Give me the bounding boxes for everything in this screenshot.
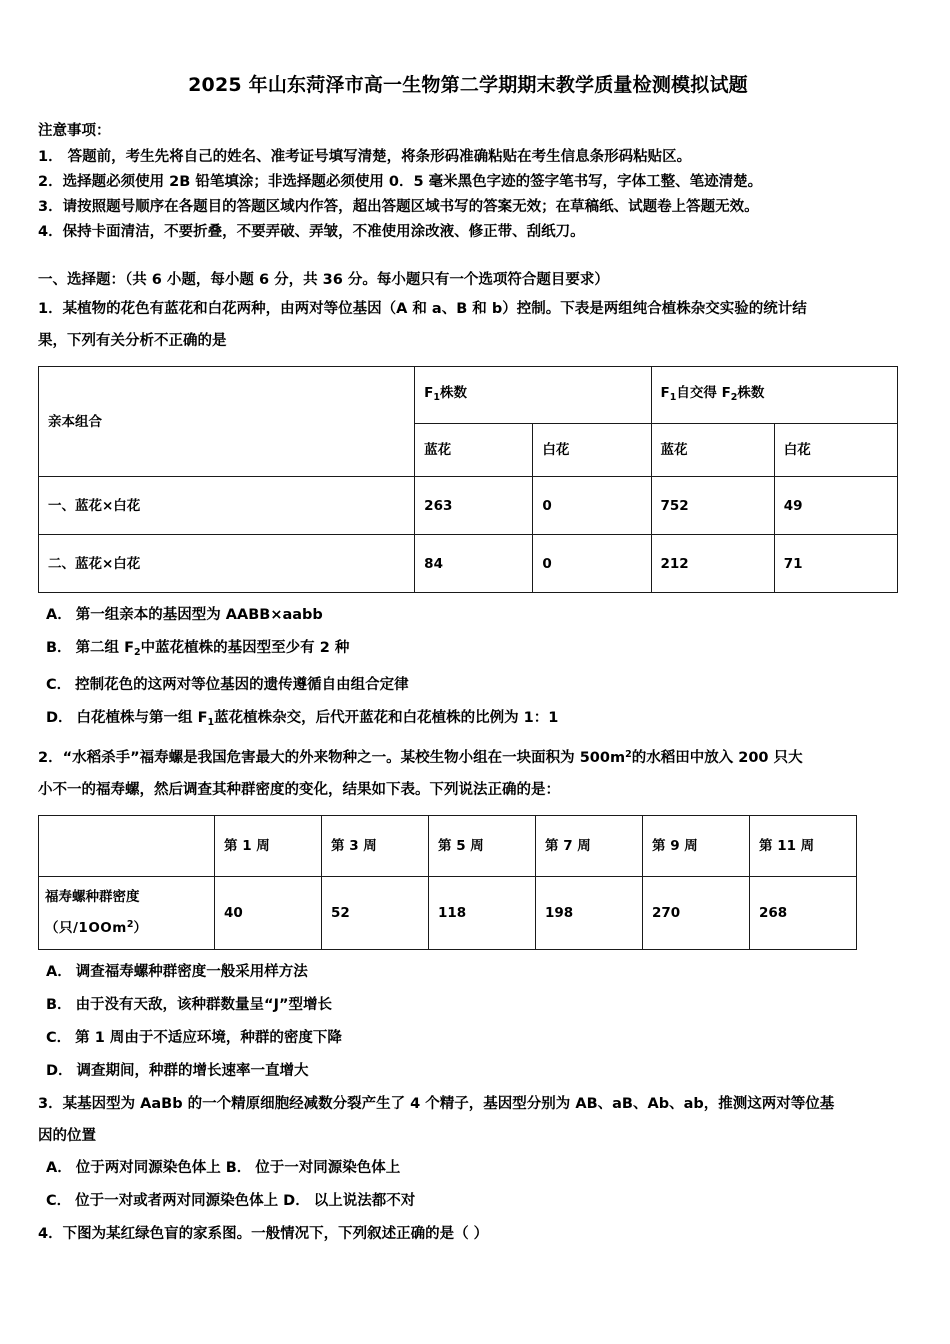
table-row bbox=[39, 877, 857, 950]
table-row bbox=[39, 816, 857, 877]
table-subheader-f2-blue: 蓝花 bbox=[651, 424, 774, 477]
table-cell-group1-f2-white: 49 bbox=[774, 477, 897, 535]
table-cell-group2-f2-blue: 212 bbox=[651, 535, 774, 593]
question-1-option-a[interactable]: A． 第一组亲本的基因型为 AABB×aabb bbox=[46, 607, 323, 623]
table-cell-group2-f2-white: 71 bbox=[774, 535, 897, 593]
question-2-option-c[interactable]: C． 第 1 周由于不适应环境，种群的密度下降 bbox=[46, 1030, 342, 1046]
table-row bbox=[39, 477, 898, 535]
question-3-stem-line2: 因的位置 bbox=[38, 1128, 96, 1144]
notice-item-1: 1． 答题前，考生先将自己的姓名、准考证号填写清楚，将条形码准确粘贴在考生信息条形码粘贴区。 bbox=[38, 149, 692, 165]
question-2-option-a[interactable]: A． 调查福寿螺种群密度一般采用样方法 bbox=[46, 964, 308, 980]
table-cell-group2-f1-blue: 84 bbox=[415, 535, 533, 593]
question-3-stem: 3．某基因型为 AaBb 的一个精原细胞经减数分裂产生了 4 个精子，基因型分别为 AB、aB、Ab、ab，推测这两对等位基 bbox=[38, 1096, 835, 1112]
table-cell-group2-label: 二、蓝花×白花 bbox=[39, 535, 415, 593]
question-1-stem-line2: 果，下列有关分析不正确的是 bbox=[38, 333, 227, 349]
question-1-option-b[interactable]: B． 第二组 $F_2$中蓝花植株的基因型至少有 2 种 bbox=[46, 640, 350, 658]
table-subheader-f2-white: 白花 bbox=[774, 424, 897, 477]
notice-item-3: 3．请按照题号顺序在各题目的答题区域内作答，超出答题区域书写的答案无效；在草稿纸、试题卷上答题无效。 bbox=[38, 199, 759, 215]
question-2 bbox=[38, 739, 898, 1088]
table-header-week-7: 第 7 周 bbox=[536, 816, 643, 877]
table-cell-density-week-1: 40 bbox=[215, 877, 322, 950]
question-2-number: 2． bbox=[38, 750, 63, 766]
table-header-week-5: 第 5 周 bbox=[429, 816, 536, 877]
notice-heading: 注意事项： bbox=[38, 123, 111, 139]
table-subheader-f1-white: 白花 bbox=[533, 424, 651, 477]
question-2-option-b[interactable]: B． 由于没有天敌，该种群数量呈“J”型增长 bbox=[46, 997, 333, 1013]
notice-item-2: 2．选择题必须使用 2B 铅笔填涂；非选择题必须使用 0．5 毫米黑色字迹的签字笔书写，字体工整、笔迹清楚。 bbox=[38, 174, 763, 190]
table-cell-group1-f2-blue: 752 bbox=[651, 477, 774, 535]
table-subheader-f1-blue: 蓝花 bbox=[415, 424, 533, 477]
table-row-label-density: 福寿螺种群密度 （只/1OOm$^2$） bbox=[39, 877, 215, 950]
table-snail-density bbox=[38, 815, 857, 950]
question-2-option-d[interactable]: D． 调查期间，种群的增长速率一直增大 bbox=[46, 1063, 309, 1079]
question-2-stem-line2: 小不一的福寿螺，然后调查其种群密度的变化，结果如下表。下列说法正确的是： bbox=[38, 782, 560, 798]
table-corner-cell bbox=[39, 816, 215, 877]
table-cell-density-week-3: 52 bbox=[322, 877, 429, 950]
table-cell-density-week-7: 198 bbox=[536, 877, 643, 950]
question-1 bbox=[38, 293, 898, 739]
table-cell-density-week-9: 270 bbox=[643, 877, 750, 950]
table-header-week-3: 第 3 周 bbox=[322, 816, 429, 877]
question-4-stem: 4．下图为某红绿色盲的家系图。一般情况下，下列叙述正确的是（ ） bbox=[38, 1226, 489, 1242]
notice-block bbox=[38, 119, 898, 245]
table-cell-density-week-5: 118 bbox=[429, 877, 536, 950]
table-cell-density-week-11: 268 bbox=[750, 877, 857, 950]
table-header-week-9: 第 9 周 bbox=[643, 816, 750, 877]
table-header-week-1: 第 1 周 bbox=[215, 816, 322, 877]
section-heading-choice: 一、选择题：（共 6 小题，每小题 6 分，共 36 分。每小题只有一个选项符合题目要求） bbox=[38, 272, 609, 288]
table-header-f1-count: $F_1$株数 bbox=[415, 367, 651, 424]
question-1-stem bbox=[38, 293, 898, 325]
table-header-parent-combo: 亲本组合 bbox=[39, 367, 415, 477]
table-cross-experiment bbox=[38, 366, 898, 593]
question-1-number: 1． bbox=[38, 301, 63, 317]
question-3-number: 3． bbox=[38, 1096, 63, 1112]
table-header-f2-count: $F_1$自交得 $F_2$株数 bbox=[651, 367, 897, 424]
question-3-options-ab[interactable]: A． 位于两对同源染色体上 B． 位于一对同源染色体上 bbox=[46, 1160, 401, 1176]
question-1-option-d[interactable]: D． 白花植株与第一组 $F_1$蓝花植株杂交，后代开蓝花和白花植株的比例为 1：1 bbox=[46, 710, 559, 728]
table-row bbox=[39, 535, 898, 593]
question-4 bbox=[38, 1218, 898, 1250]
table-cell-group2-f1-white: 0 bbox=[533, 535, 651, 593]
question-1-option-c[interactable]: C． 控制花色的这两对等位基因的遗传遵循自由组合定律 bbox=[46, 677, 409, 693]
question-3 bbox=[38, 1088, 898, 1218]
notice-item-4: 4．保持卡面清洁，不要折叠，不要弄破、弄皱，不准使用涂改液、修正带、刮纸刀。 bbox=[38, 224, 585, 240]
table-cell-group1-f1-blue: 263 bbox=[415, 477, 533, 535]
question-3-options-cd[interactable]: C． 位于一对或者两对同源染色体上 D． 以上说法都不对 bbox=[46, 1193, 416, 1209]
question-1-stem-line1: 某植物的花色有蓝花和白花两种，由两对等位基因（A 和 a、B 和 b）控制。下表是两组纯合植株杂交实验的统计结 bbox=[62, 301, 807, 317]
table-row bbox=[39, 367, 898, 424]
page-title: 2025 年山东菏泽市高一生物第二学期期末教学质量检测模拟试题 bbox=[188, 74, 748, 96]
question-4-number: 4． bbox=[38, 1226, 63, 1242]
table-cell-group1-f1-white: 0 bbox=[533, 477, 651, 535]
table-cell-group1-label: 一、蓝花×白花 bbox=[39, 477, 415, 535]
question-2-stem: 2．“水稻杀手”福寿螺是我国危害最大的外来物种之一。某校生物小组在一块面积为 $500m^2$的水稻田中放入 200 只大 bbox=[38, 749, 803, 766]
table-header-week-11: 第 11 周 bbox=[750, 816, 857, 877]
